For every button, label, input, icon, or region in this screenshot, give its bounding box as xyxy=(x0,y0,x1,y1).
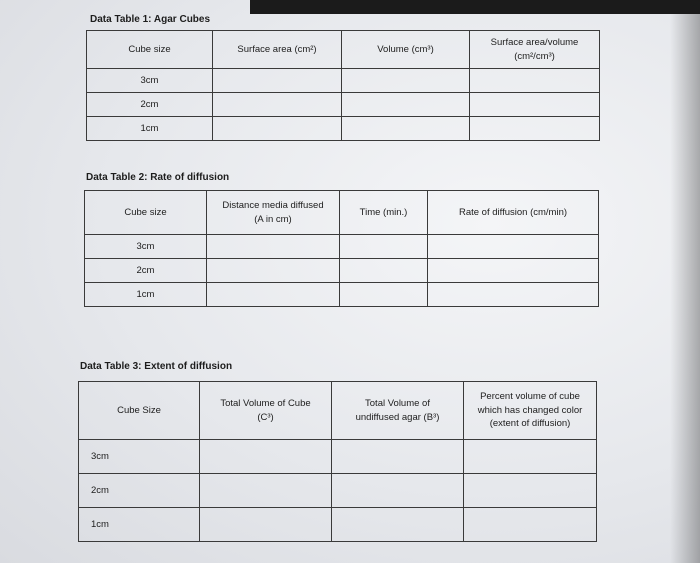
table2-row-3cm-label: 3cm xyxy=(85,235,207,259)
table-cell-empty xyxy=(200,474,332,508)
table-cell-empty xyxy=(470,69,600,93)
table1-row-3cm-label: 3cm xyxy=(87,69,213,93)
table-cell-empty xyxy=(340,259,428,283)
table-cell-empty xyxy=(200,508,332,542)
table3-header-cube-size: Cube Size xyxy=(79,382,200,440)
table3-header-percent-volume: Percent volume of cube which has changed color (extent of diffusion) xyxy=(464,382,597,440)
table-row xyxy=(79,440,597,474)
table-cell-empty xyxy=(464,508,597,542)
table-row xyxy=(85,235,599,259)
table-cell-empty xyxy=(207,259,340,283)
table-cell-empty xyxy=(464,440,597,474)
table-cell-empty xyxy=(207,235,340,259)
table-cell-empty xyxy=(428,235,599,259)
table3-extent-of-diffusion xyxy=(78,381,597,542)
table-row xyxy=(79,474,597,508)
table1-header-cube-size: Cube size xyxy=(87,31,213,69)
table1-header-volume: Volume (cm³) xyxy=(342,31,470,69)
table2-row-2cm-label: 2cm xyxy=(85,259,207,283)
table3-caption: Data Table 3: Extent of diffusion xyxy=(80,361,233,372)
table-cell-empty xyxy=(342,69,470,93)
table1-header-ratio: Surface area/volume (cm²/cm³) xyxy=(470,31,600,69)
table-cell-empty xyxy=(200,440,332,474)
table-row xyxy=(79,508,597,542)
table1-header-row xyxy=(87,31,600,69)
table-cell-empty xyxy=(332,474,464,508)
table-cell-empty xyxy=(213,93,342,117)
table-row xyxy=(87,93,600,117)
table-cell-empty xyxy=(470,93,600,117)
table1-agar-cubes xyxy=(86,30,600,141)
table1-row-2cm-label: 2cm xyxy=(87,93,213,117)
table2-caption: Data Table 2: Rate of diffusion xyxy=(86,172,230,183)
table1-row-1cm-label: 1cm xyxy=(87,117,213,141)
table2-header-time: Time (min.) xyxy=(340,191,428,235)
table-cell-empty xyxy=(340,235,428,259)
table-cell-empty xyxy=(213,69,342,93)
table-cell-empty xyxy=(342,117,470,141)
table2-header-row xyxy=(85,191,599,235)
table-row xyxy=(87,69,600,93)
table-cell-empty xyxy=(207,283,340,307)
table-cell-empty xyxy=(332,508,464,542)
table3-row-3cm-label: 3cm xyxy=(79,440,200,474)
table-cell-empty xyxy=(340,283,428,307)
table3-header-undiffused-volume: Total Volume of undiffused agar (B³) xyxy=(332,382,464,440)
table2-row-1cm-label: 1cm xyxy=(85,283,207,307)
table-cell-empty xyxy=(464,474,597,508)
table-row xyxy=(85,259,599,283)
table-cell-empty xyxy=(213,117,342,141)
table-cell-empty xyxy=(428,283,599,307)
table-row xyxy=(85,283,599,307)
table2-header-rate: Rate of diffusion (cm/min) xyxy=(428,191,599,235)
table-cell-empty xyxy=(470,117,600,141)
page-shadow xyxy=(670,14,700,563)
table-cell-empty xyxy=(332,440,464,474)
table1-caption: Data Table 1: Agar Cubes xyxy=(90,14,211,25)
table3-header-total-volume: Total Volume of Cube (C³) xyxy=(200,382,332,440)
table-cell-empty xyxy=(428,259,599,283)
table3-header-row xyxy=(79,382,597,440)
table-cell-empty xyxy=(342,93,470,117)
table2-header-cube-size: Cube size xyxy=(85,191,207,235)
table3-row-2cm-label: 2cm xyxy=(79,474,200,508)
dark-background-edge xyxy=(250,0,700,14)
table2-rate-of-diffusion xyxy=(84,190,599,307)
table-row xyxy=(87,117,600,141)
table2-header-distance: Distance media diffused (A in cm) xyxy=(207,191,340,235)
table3-row-1cm-label: 1cm xyxy=(79,508,200,542)
table1-header-surface-area: Surface area (cm²) xyxy=(213,31,342,69)
